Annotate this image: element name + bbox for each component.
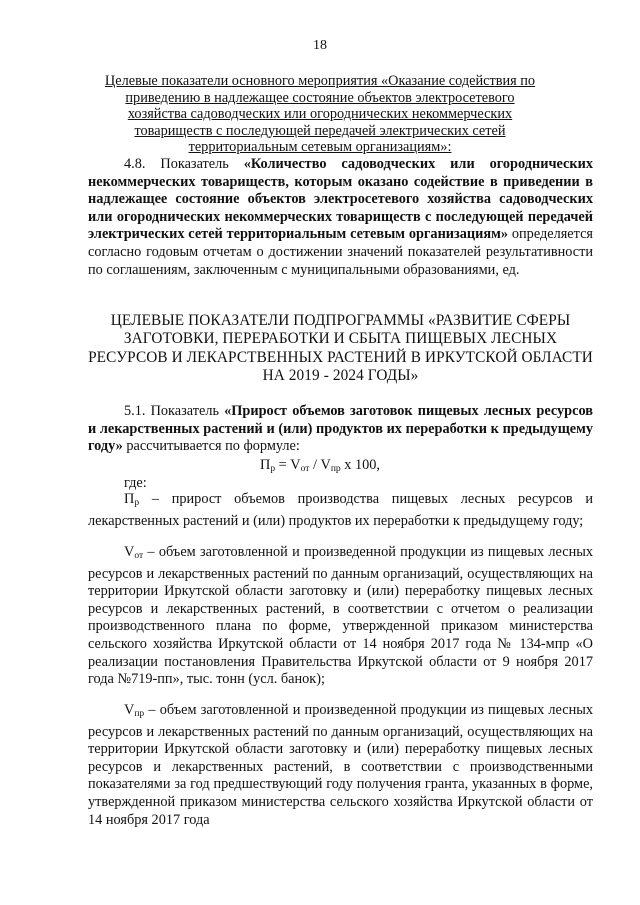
definition-vot [88, 544, 593, 689]
subprogram-title: ЦЕЛЕВЫЕ ПОКАЗАТЕЛИ ПОДПРОГРАММЫ «РАЗВИТИЕ СФЕРЫ ЗАГОТОВКИ, ПЕРЕРАБОТКИ И СБЫТА ПИЩЕВЫХ ЛЕСНЫХ РЕСУРСОВ И ЛЕКАРСТВЕННЫХ РАСТЕНИЙ В ИРКУТСКОЙ ОБЛАСТИ НА 2019 - 2024 ГОДЫ» [88, 312, 593, 385]
paragraph-4-8-prefix: 4.8. Показатель [124, 156, 244, 172]
formula-vpr-sub: пр [330, 464, 341, 474]
definition-vot-text: – объем заготовленной и произведенной продукции из пищевых лесных ресурсов и лекарственных растений по данным организаций, осуществляющих на территории Иркутской области заготовку и (или) переработку пищевых лесных ресурсов и лекарственных растений, в соответствии с отчетом о реализации производственного плана по форме, утвержденной приказом министерства сельского хозяйства Иркутской области от 14 ноября 2017 года № 134-мпр «О реализации постановления Правительства Иркутской области от 9 ноября 2017 года №719-пп», тыс. тонн (усл. банок); [88, 544, 593, 688]
paragraph-5-1 [88, 403, 593, 456]
formula-div: / V [309, 457, 331, 473]
paragraph-5-1-rest: рассчитывается по формуле: [122, 438, 300, 455]
formula [0, 457, 640, 474]
definition-pp-sub: р [134, 498, 140, 508]
paragraph-4-8-indicator-name: «Количество садоводческих или огороднических некоммерческих товариществ, которым оказано содействие в приведении в надлежащее состояние объектов электросетевого хозяйства садоводческих или огороднических некоммерческих товариществ с последующей передачей электрических сетей территориальным сетевым организациям» [88, 156, 593, 243]
paragraph-5-1-indicator-name: «Прирост объемов заготовок пищевых лесных ресурсов и лекарственных растений и (или) продуктов их переработки к предыдущему году» [88, 403, 593, 455]
definition-pp [88, 491, 593, 530]
page-number: 18 [313, 38, 327, 53]
definition-vpr-text: – объем заготовленной и произведенной продукции из пищевых лесных ресурсов и лекарственных растений по данным организаций, осуществляющих на территории Иркутской области заготовку и (или) переработку пищевых лесных ресурсов и лекарственных растений, в соответствии с производственными показателями за год предшествующий году получения гранта, указанных в форме, утвержденной приказом министерства сельского хозяйства Иркутской области от 14 ноября 2017 года [88, 702, 593, 828]
definition-pp-text: – прирост объемов производства пищевых лесных ресурсов и лекарственных растений и (или) продуктов их переработки к предыдущему году; [88, 491, 593, 529]
definition-vot-sub: от [134, 551, 144, 561]
definition-vpr-symbol: V [124, 702, 135, 718]
definition-vpr-sub: пр [134, 709, 145, 719]
section-heading: Целевые показатели основного мероприятия «Оказание содействия по приведению в надлежащее состояние объектов электросетевого хозяйства садоводческих или огороднических некоммерческих товариществ с последующей передачей электрических сетей территориальным сетевым организациям»: [104, 73, 536, 155]
paragraph-4-8-rest: определяется согласно годовым отчетам о достижении значений показателей результативности по соглашениям, заключенным с муниципальными образованиями, ед. [88, 226, 593, 278]
definition-vpr [88, 702, 593, 829]
paragraph-5-1-prefix: 5.1. Показатель [124, 403, 225, 419]
paragraph-4-8 [88, 156, 593, 279]
formula-tail: х 100, [340, 457, 381, 473]
formula-pp-sub: р [270, 464, 276, 474]
where-label: где: [124, 475, 147, 491]
formula-eq: = V [275, 457, 301, 473]
definition-vot-symbol: V [124, 544, 135, 560]
formula-vot-sub: от [300, 464, 310, 474]
formula-pp: П [259, 457, 271, 473]
definition-pp-symbol: П [124, 491, 135, 507]
